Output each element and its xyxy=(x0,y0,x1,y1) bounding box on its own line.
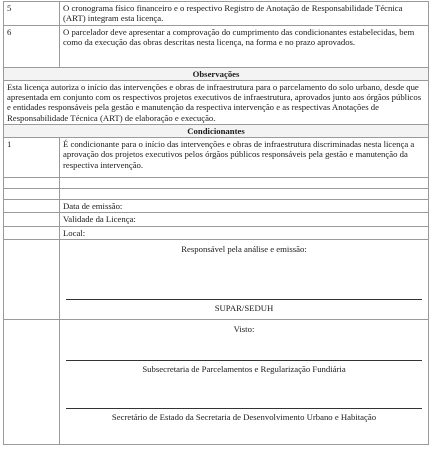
emission-date-label: Data de emissão: xyxy=(60,200,429,213)
validity-label: Validade da Licença: xyxy=(60,213,429,226)
observacoes-text: Esta licença autoriza o início das intervenções e obras de infraestrutura para o parcelamento do solo urbano, desde que apresentada em conjunto com os respectivos projetos executivos de infraestrutura, aprovados junto aos órgãos públicos e entidades responsáveis pela gestão e manutenção da respectiva intervenção e as respectivas Anotações de Responsabilidade Técnica (ART) de elaboração e execução. xyxy=(4,80,429,124)
location-label: Local: xyxy=(60,226,429,239)
condicionante-row xyxy=(4,138,429,178)
license-document-table xyxy=(3,1,429,445)
item-row xyxy=(4,2,429,26)
visto-signature-row xyxy=(4,319,429,444)
item-row xyxy=(4,25,429,67)
item-text: O parcelador deve apresentar a comprovação do cumprimento das condicionantes estabelecidas, bem como da execução das obras descritas nesta licença, na forma e no prazo aprovados. xyxy=(60,25,429,67)
responsavel-org: SUPAR/SEDUH xyxy=(214,303,274,314)
subsecretaria-label: Subsecretaria de Parcelamentos e Regularização Fundiária xyxy=(142,364,346,375)
condicionantes-header-row xyxy=(4,124,429,137)
emission-date-row xyxy=(4,200,429,213)
empty-row xyxy=(4,178,429,189)
location-row xyxy=(4,226,429,239)
item-number: 6 xyxy=(4,25,60,67)
observacoes-header-row xyxy=(4,67,429,80)
visto-title: Visto: xyxy=(233,323,255,334)
observacoes-header: Observações xyxy=(4,67,429,80)
item-number: 5 xyxy=(4,2,60,26)
responsavel-title: Responsável pela análise e emissão: xyxy=(181,243,307,254)
condicionante-number: 1 xyxy=(4,138,60,178)
responsavel-signature-row xyxy=(4,239,429,319)
secretario-label: Secretário de Estado da Secretaria de Desenvolvimento Urbano e Habitação xyxy=(111,412,377,423)
validity-row xyxy=(4,213,429,226)
condicionantes-header: Condicionantes xyxy=(4,124,429,137)
empty-row xyxy=(4,189,429,200)
condicionante-text: É condicionante para o início das intervenções e obras de infraestrutura discriminadas nesta licença a aprovação dos projetos executivos pelos órgãos públicos responsáveis pela gestão e manutenção da respectiva intervenção. xyxy=(60,138,429,178)
observacoes-row xyxy=(4,80,429,124)
item-text: O cronograma físico financeiro e o respectivo Registro de Anotação de Responsabilidade Técnica (ART) integram esta licença. xyxy=(60,2,429,26)
